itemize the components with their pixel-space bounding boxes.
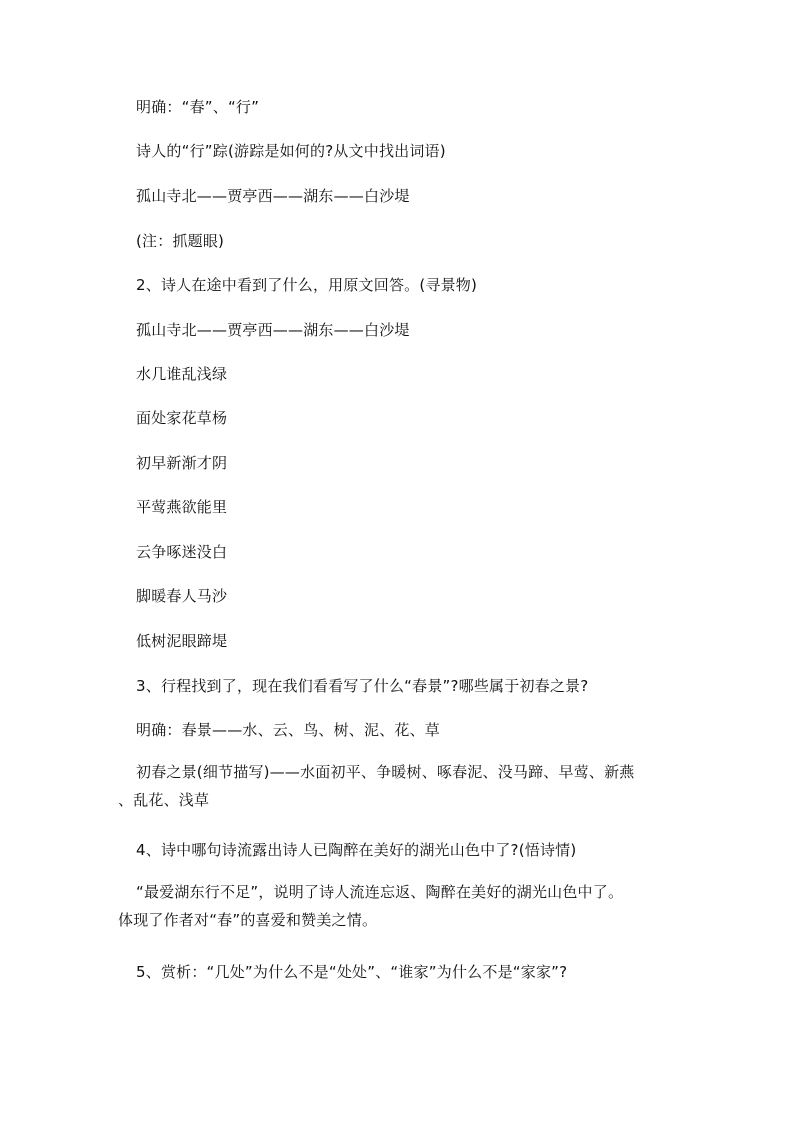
spring-scenery-line: 明确：春景——水、云、鸟、树、泥、花、草 xyxy=(136,721,441,739)
poem-column-line-5: 云争啄迷没白 xyxy=(136,543,228,561)
route-line-1: 孤山寺北——贾亭西——湖东——白沙堤 xyxy=(136,187,410,205)
early-spring-line-2: 、乱花、浅草 xyxy=(118,791,210,809)
poem-column-line-4: 平莺燕欲能里 xyxy=(136,498,228,516)
answer-paragraph xyxy=(118,878,678,934)
answer-line-2: 体现了作者对“春”的喜爱和赞美之情。 xyxy=(118,911,378,929)
itinerary-question-line: 诗人的“行”踪(游踪是如何的?从文中找出词语) xyxy=(136,142,446,160)
poem-column-line-6: 脚暖春人马沙 xyxy=(136,587,228,605)
question-4-line: 4、诗中哪句诗流露出诗人已陶醉在美好的湖光山色中了?(悟诗情) xyxy=(136,841,577,859)
poem-column-line-1: 水几谁乱浅绿 xyxy=(136,365,228,383)
answer-clarify-line: 明确：“春”、“行” xyxy=(136,98,260,116)
question-2-line: 2、诗人在途中看到了什么，用原文回答。(寻景物) xyxy=(136,276,478,294)
early-spring-paragraph xyxy=(118,758,678,814)
poem-column-line-2: 面处家花草杨 xyxy=(136,409,228,427)
note-line: (注：抓题眼) xyxy=(136,232,225,250)
early-spring-line-1: 初春之景(细节描写)——水面初平、争暖树、啄春泥、没马蹄、早莺、新燕 xyxy=(136,763,635,781)
poem-column-line-3: 初早新渐才阴 xyxy=(136,454,228,472)
route-line-2: 孤山寺北——贾亭西——湖东——白沙堤 xyxy=(136,321,410,339)
question-3-line: 3、行程找到了，现在我们看看写了什么“春景”?哪些属于初春之景? xyxy=(136,677,589,695)
question-5-line: 5、赏析：“几处”为什么不是“处处”、“谁家”为什么不是“家家”? xyxy=(136,963,568,981)
poem-column-line-7: 低树泥眼蹄堤 xyxy=(136,632,228,650)
answer-line-1: “最爱湖东行不足”，说明了诗人流连忘返、陶醉在美好的湖光山色中了。 xyxy=(136,883,624,901)
